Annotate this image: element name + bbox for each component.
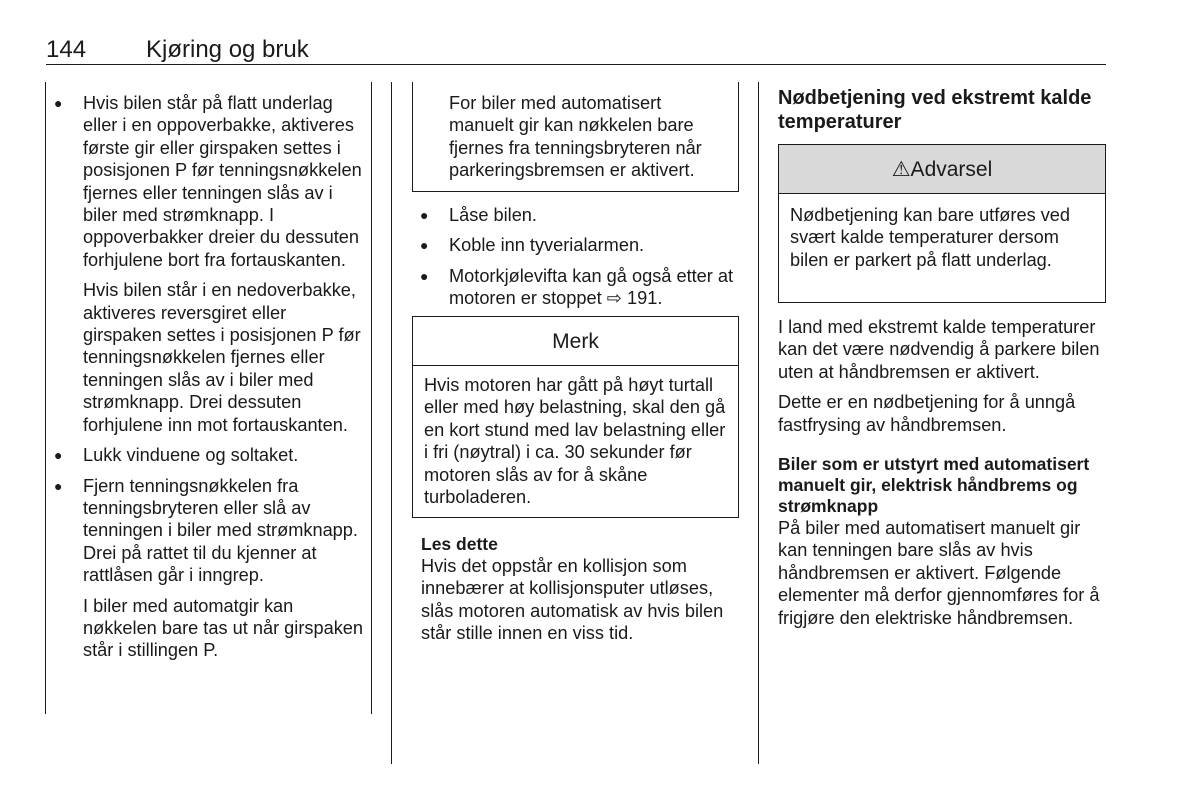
warning-box <box>778 144 1106 303</box>
paragraph: Dette er en nødbetjening for å unngå fastfrysing av håndbremsen. <box>778 392 1076 435</box>
bullet-list <box>412 204 742 310</box>
continued-frame <box>412 82 739 192</box>
column-1 <box>46 92 364 662</box>
note-box <box>412 316 739 518</box>
page-number: 144 <box>46 36 87 63</box>
paragraph: Motorkjølevifta kan gå også etter at motoren er stoppet ⇨ 191. <box>449 265 734 309</box>
note-title: Merk <box>413 317 738 366</box>
note-body: Hvis motoren har gått på høyt turtall eller med høy belastning, skal den gå en kort stund med lav belastning eller i fri (nøytral) i ca. 30 sekunder før motoren slås av for å skåne turboladeren. <box>424 375 726 508</box>
header-rule <box>46 64 1106 65</box>
column-divider-2 <box>758 82 759 764</box>
paragraph: Hvis bilen står på flatt underlag eller i en oppoverbakke, aktiveres første gir eller girspaken settes i posisjonen P før tenningsnøkkelen fjernes eller tenningen slås av i biler med strømknapp. I oppoverbakker dreier du dessuten forhjulene bort fra fortauskanten. <box>83 93 362 270</box>
read-heading: Les dette <box>421 534 498 554</box>
paragraph: I biler med automatgir kan nøkkelen bare tas ut når girspaken står i stillingen P. <box>83 595 364 661</box>
column-divider-1 <box>391 82 392 764</box>
paragraph: Koble inn tyverialarmen. <box>449 235 645 256</box>
paragraph: Fjern tenningsnøkkelen fra tenningsbryteren eller slå av tenningen i biler med strømknapp. Drei på rattet til du kjenner at rattlåsen går i inngrep. <box>83 475 358 586</box>
read-this-section <box>421 534 736 645</box>
list-item <box>46 92 364 436</box>
bullet-list <box>46 92 364 662</box>
bullet-icon: ● <box>54 477 63 494</box>
bullet-icon: ● <box>420 207 429 223</box>
warning-body: Nødbetjening kan bare utføres ved svært kalde temperaturer dersom bilen er parkert på flatt underlag. <box>790 205 1071 270</box>
warning-triangle-icon: ⚠Advarsel <box>891 158 993 181</box>
col1-right-rule <box>371 82 372 714</box>
bullet-icon: ● <box>54 95 63 111</box>
bullet-icon: ● <box>54 447 63 464</box>
list-item <box>412 265 742 310</box>
list-item <box>46 444 364 466</box>
bullet-icon: ● <box>420 267 429 284</box>
sub-heading: Biler som er utstyrt med automatisert manuelt gir, elektrisk håndbrems og strømknapp <box>778 454 1090 517</box>
list-item <box>46 475 364 662</box>
column-3-body <box>778 316 1108 629</box>
warning-title <box>779 145 1105 194</box>
paragraph: Lukk vinduene og soltaket. <box>83 445 299 466</box>
paragraph: Hvis bilen står i en nedoverbakke, aktiveres reversgiret eller girspaken settes i posisjonen P før tenningsnøkkelen fjernes eller tenningen slås av i biler med strømknapp. Drei dessuten forhjulene inn mot fortauskanten. <box>83 280 361 435</box>
bullet-icon: ● <box>420 237 429 254</box>
paragraph: Låse bilen. <box>449 205 537 225</box>
column-2-list <box>412 204 742 310</box>
paragraph: For biler med automatisert manuelt gir kan nøkkelen bare fjernes fra tenningsbryteren når parkeringsbremsen er aktivert. <box>449 93 702 181</box>
paragraph: På biler med automatisert manuelt gir kan tenningen bare slås av hvis håndbremsen er aktivert. Følgende elementer må derfor gjennomføres for å frigjøre den elektriske håndbremsen. <box>778 518 1100 628</box>
column-3-heading <box>778 86 1108 134</box>
section-heading: Nødbetjening ved ekstremt kalde temperaturer <box>778 87 1092 133</box>
list-item <box>412 204 742 226</box>
chapter-title: Kjøring og bruk <box>146 36 309 63</box>
paragraph: I land med ekstremt kalde temperaturer kan det være nødvendig å parkere bilen uten at håndbremsen er aktivert. <box>778 317 1100 382</box>
paragraph: Hvis det oppstår en kollisjon som innebærer at kollisjonsputer utløses, slås motoren automatisk av hvis bilen står stille innen en viss tid. <box>421 556 724 644</box>
list-item <box>412 234 742 256</box>
